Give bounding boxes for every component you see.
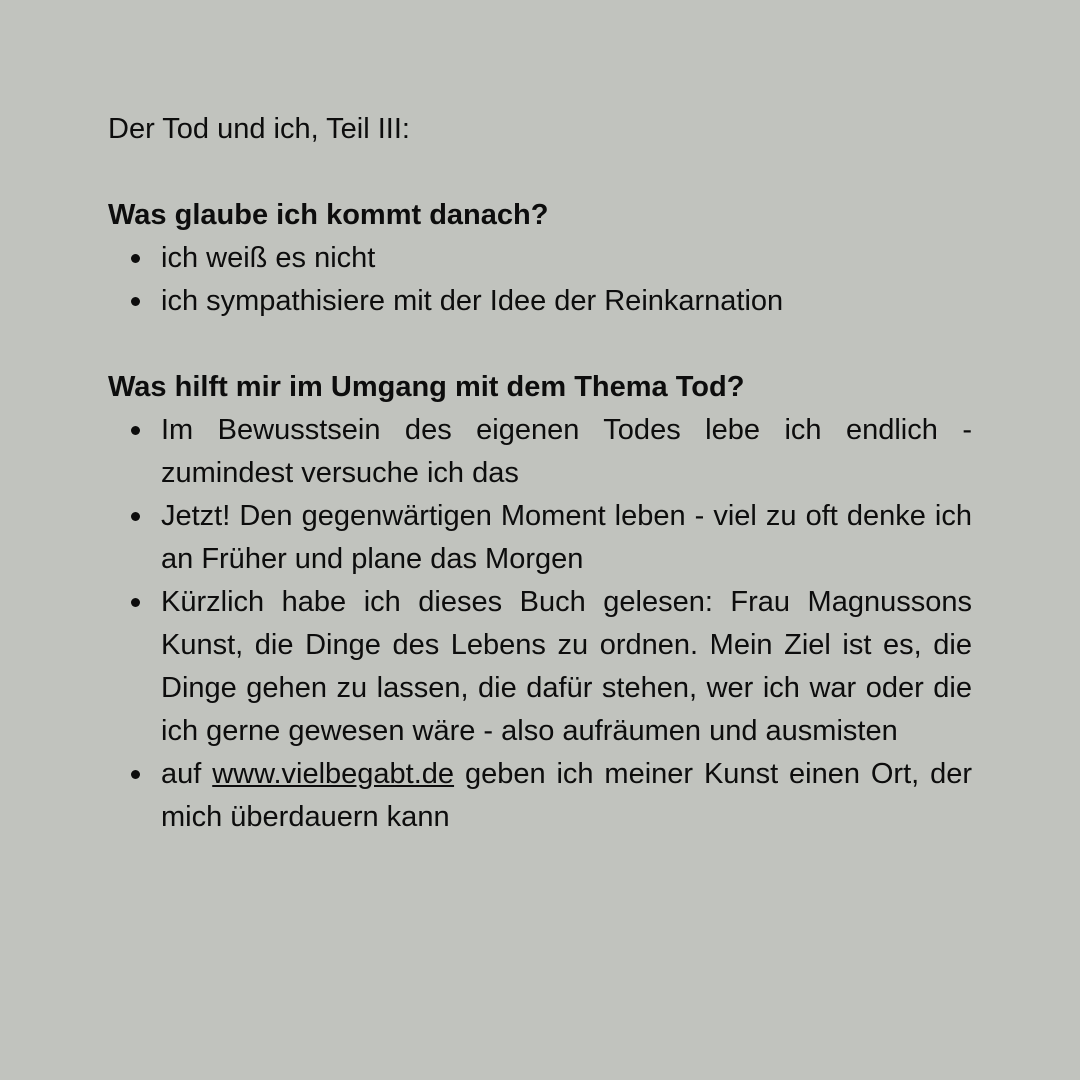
bullet-icon <box>131 770 140 779</box>
list-item: Im Bewusstsein des eigenen Todes lebe ich endlich - zumindest versuche ich das <box>108 409 972 495</box>
afterlife-list <box>108 237 972 323</box>
section-heading-afterlife: Was glaube ich kommt danach? <box>108 199 549 231</box>
document-body <box>108 108 972 839</box>
website-link[interactable]: www.vielbegabt.de <box>212 758 455 790</box>
bullet-icon <box>131 297 140 306</box>
list-item: auf www.vielbegabt.de geben ich meiner Kunst einen Ort, der mich überdauern kann <box>108 753 972 839</box>
bullet-icon <box>131 598 140 607</box>
bullet-icon <box>131 512 140 521</box>
section-heading-coping: Was hilft mir im Umgang mit dem Thema Tod? <box>108 371 745 403</box>
spacer <box>108 151 972 194</box>
bullet-icon <box>131 426 140 435</box>
list-item: Kürzlich habe ich dieses Buch gelesen: Frau Magnussons Kunst, die Dinge des Lebens zu ordnen. Mein Ziel ist es, die Dinge gehen zu lassen, die dafür stehen, wer ich war oder die ich gerne gewesen wäre - also aufräumen und ausmisten <box>108 581 972 753</box>
list-item: ich sympathisiere mit der Idee der Reinkarnation <box>108 280 972 323</box>
coping-list <box>108 409 972 839</box>
bullet-icon <box>131 254 140 263</box>
intro-line: Der Tod und ich, Teil III: <box>108 113 410 145</box>
spacer <box>108 323 972 366</box>
list-item: ich weiß es nicht <box>108 237 972 280</box>
list-item: Jetzt! Den gegenwärtigen Moment leben - viel zu oft denke ich an Früher und plane das Morgen <box>108 495 972 581</box>
